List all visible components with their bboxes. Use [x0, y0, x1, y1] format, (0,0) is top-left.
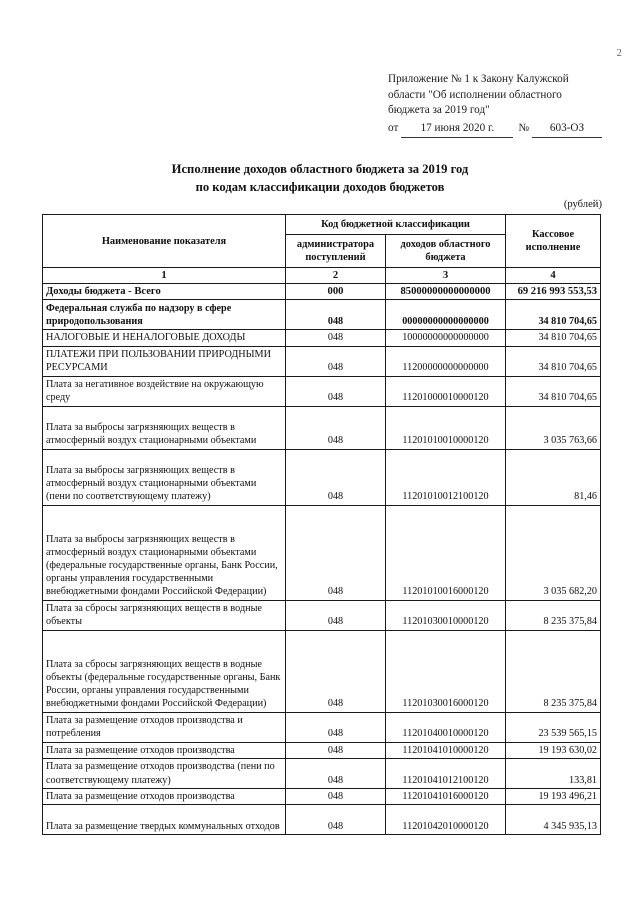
- cell-indicator-name: Плата за негативное воздействие на окружающую среду: [43, 376, 286, 406]
- header-cash-execution: Кассовое исполнение: [506, 215, 601, 268]
- cell-administrator: 048: [286, 449, 386, 505]
- cell-revenue-code: 11201010010000120: [386, 406, 506, 449]
- table-row: [43, 346, 601, 376]
- cell-revenue-code: 10000000000000000: [386, 330, 506, 346]
- cell-cash-execution: 69 216 993 553,53: [506, 284, 601, 300]
- cell-administrator: 048: [286, 742, 386, 758]
- cell-cash-execution: 81,46: [506, 449, 601, 505]
- cell-revenue-code: 00000000000000000: [386, 300, 506, 330]
- table-column-number-row: [43, 268, 601, 284]
- table-row: [43, 284, 601, 300]
- table-row: [43, 449, 601, 505]
- column-number-2: 2: [286, 268, 386, 284]
- cell-indicator-name: Плата за выбросы загрязняющих веществ в атмосферный воздух стационарными объектами: [43, 406, 286, 449]
- cell-indicator-name: НАЛОГОВЫЕ И НЕНАЛОГОВЫЕ ДОХОДЫ: [43, 330, 286, 346]
- cell-cash-execution: 3 035 763,66: [506, 406, 601, 449]
- cell-revenue-code: 11201010016000120: [386, 505, 506, 600]
- appendix-date-row: [388, 121, 634, 139]
- cell-revenue-code: 11201042010000120: [386, 805, 506, 835]
- cell-indicator-name: ПЛАТЕЖИ ПРИ ПОЛЬЗОВАНИИ ПРИРОДНЫМИ РЕСУРСАМИ: [43, 346, 286, 376]
- page-title: [40, 160, 600, 196]
- cell-administrator: 048: [286, 712, 386, 742]
- column-number-4: 4: [506, 268, 601, 284]
- table-row: [43, 406, 601, 449]
- cell-administrator: 048: [286, 630, 386, 712]
- document-number-value: 603-ОЗ: [532, 121, 602, 139]
- cell-indicator-name: Плата за сбросы загрязняющих веществ в водные объекты (федеральные государственные органы, Банк России, органы управления государственными внебюджетными фондами Российской Федерации): [43, 630, 286, 712]
- cell-cash-execution: 8 235 375,84: [506, 600, 601, 630]
- currency-note: (рублей): [563, 199, 602, 210]
- page-number: 2: [616, 48, 622, 59]
- table-header: [43, 215, 601, 284]
- date-label: от: [388, 121, 399, 134]
- date-value: 17 июня 2020 г.: [401, 121, 513, 139]
- cell-cash-execution: 34 810 704,65: [506, 330, 601, 346]
- cell-revenue-code: 11201041012100120: [386, 758, 506, 788]
- table-row: [43, 376, 601, 406]
- cell-indicator-name: Плата за сбросы загрязняющих веществ в водные объекты: [43, 600, 286, 630]
- cell-administrator: 048: [286, 505, 386, 600]
- cell-cash-execution: 8 235 375,84: [506, 630, 601, 712]
- cell-administrator: 048: [286, 600, 386, 630]
- table-row: [43, 600, 601, 630]
- cell-administrator: 048: [286, 406, 386, 449]
- cell-revenue-code: 11200000000000000: [386, 346, 506, 376]
- cell-indicator-name: Плата за размещение отходов производства (пени по соответствующему платежу): [43, 758, 286, 788]
- cell-administrator: 048: [286, 788, 386, 804]
- cell-revenue-code: 11201041010000120: [386, 742, 506, 758]
- cell-cash-execution: 133,81: [506, 758, 601, 788]
- table-row: [43, 788, 601, 804]
- appendix-reference-block: [388, 72, 634, 138]
- cell-administrator: 048: [286, 300, 386, 330]
- header-name: Наименование показателя: [43, 215, 286, 268]
- cell-administrator: 048: [286, 346, 386, 376]
- cell-indicator-name: Плата за размещение отходов производства: [43, 788, 286, 804]
- cell-indicator-name: Плата за выбросы загрязняющих веществ в атмосферный воздух стационарными объектами (пени по соответствующему платежу): [43, 449, 286, 505]
- cell-indicator-name: Федеральная служба по надзору в сфере природопользования: [43, 300, 286, 330]
- table-row: [43, 805, 601, 835]
- page-title-line-2: по кодам классификации доходов бюджетов: [195, 180, 445, 194]
- cell-revenue-code: 11201030010000120: [386, 600, 506, 630]
- cell-indicator-name: Плата за размещение отходов производства: [43, 742, 286, 758]
- cell-revenue-code: 11201040010000120: [386, 712, 506, 742]
- cell-cash-execution: 34 810 704,65: [506, 300, 601, 330]
- cell-cash-execution: 34 810 704,65: [506, 376, 601, 406]
- cell-cash-execution: 23 539 565,15: [506, 712, 601, 742]
- header-classification-group: Код бюджетной классификации: [286, 215, 506, 235]
- table-row: [43, 742, 601, 758]
- table-row: [43, 330, 601, 346]
- cell-cash-execution: 4 345 935,13: [506, 805, 601, 835]
- table-row: [43, 712, 601, 742]
- table-row: [43, 758, 601, 788]
- cell-cash-execution: 34 810 704,65: [506, 346, 601, 376]
- cell-administrator: 048: [286, 805, 386, 835]
- column-number-1: 1: [43, 268, 286, 284]
- appendix-line-1: Приложение № 1 к Закону Калужской: [388, 73, 569, 85]
- page-title-line-1: Исполнение доходов областного бюджета за 2019 год: [171, 162, 469, 176]
- cell-revenue-code: 11201041016000120: [386, 788, 506, 804]
- appendix-line-3: бюджета за 2019 год": [388, 104, 490, 117]
- cell-administrator: 048: [286, 376, 386, 406]
- cell-revenue-code: 11201000010000120: [386, 376, 506, 406]
- cell-revenue-code: 11201030016000120: [386, 630, 506, 712]
- cell-administrator: 048: [286, 330, 386, 346]
- table-row: [43, 630, 601, 712]
- header-revenue-code: доходов областного бюджета: [386, 235, 506, 268]
- cell-cash-execution: 19 193 496,21: [506, 788, 601, 804]
- cell-revenue-code: 11201010012100120: [386, 449, 506, 505]
- cell-indicator-name: Плата за выбросы загрязняющих веществ в атмосферный воздух стационарными объектами (федеральные государственные органы, Банк России, органы управления государственными внебюджетными фондами Российской Федерации): [43, 505, 286, 600]
- budget-table: [42, 214, 601, 835]
- cell-cash-execution: 19 193 630,02: [506, 742, 601, 758]
- cell-indicator-name: Плата за размещение твердых коммунальных отходов: [43, 805, 286, 835]
- cell-indicator-name: Доходы бюджета - Всего: [43, 284, 286, 300]
- cell-revenue-code: 85000000000000000: [386, 284, 506, 300]
- cell-cash-execution: 3 035 682,20: [506, 505, 601, 600]
- cell-indicator-name: Плата за размещение отходов производства и потребления: [43, 712, 286, 742]
- column-number-3: 3: [386, 268, 506, 284]
- budget-table-wrapper: [42, 214, 600, 835]
- table-row: [43, 300, 601, 330]
- appendix-line-2: области "Об исполнении областного: [388, 88, 562, 101]
- table-row: [43, 505, 601, 600]
- cell-administrator: 048: [286, 758, 386, 788]
- table-header-row-1: [43, 215, 601, 235]
- table-body: [43, 284, 601, 835]
- header-administrator: администратора поступлений: [286, 235, 386, 268]
- number-symbol: №: [518, 121, 530, 134]
- cell-administrator: 000: [286, 284, 386, 300]
